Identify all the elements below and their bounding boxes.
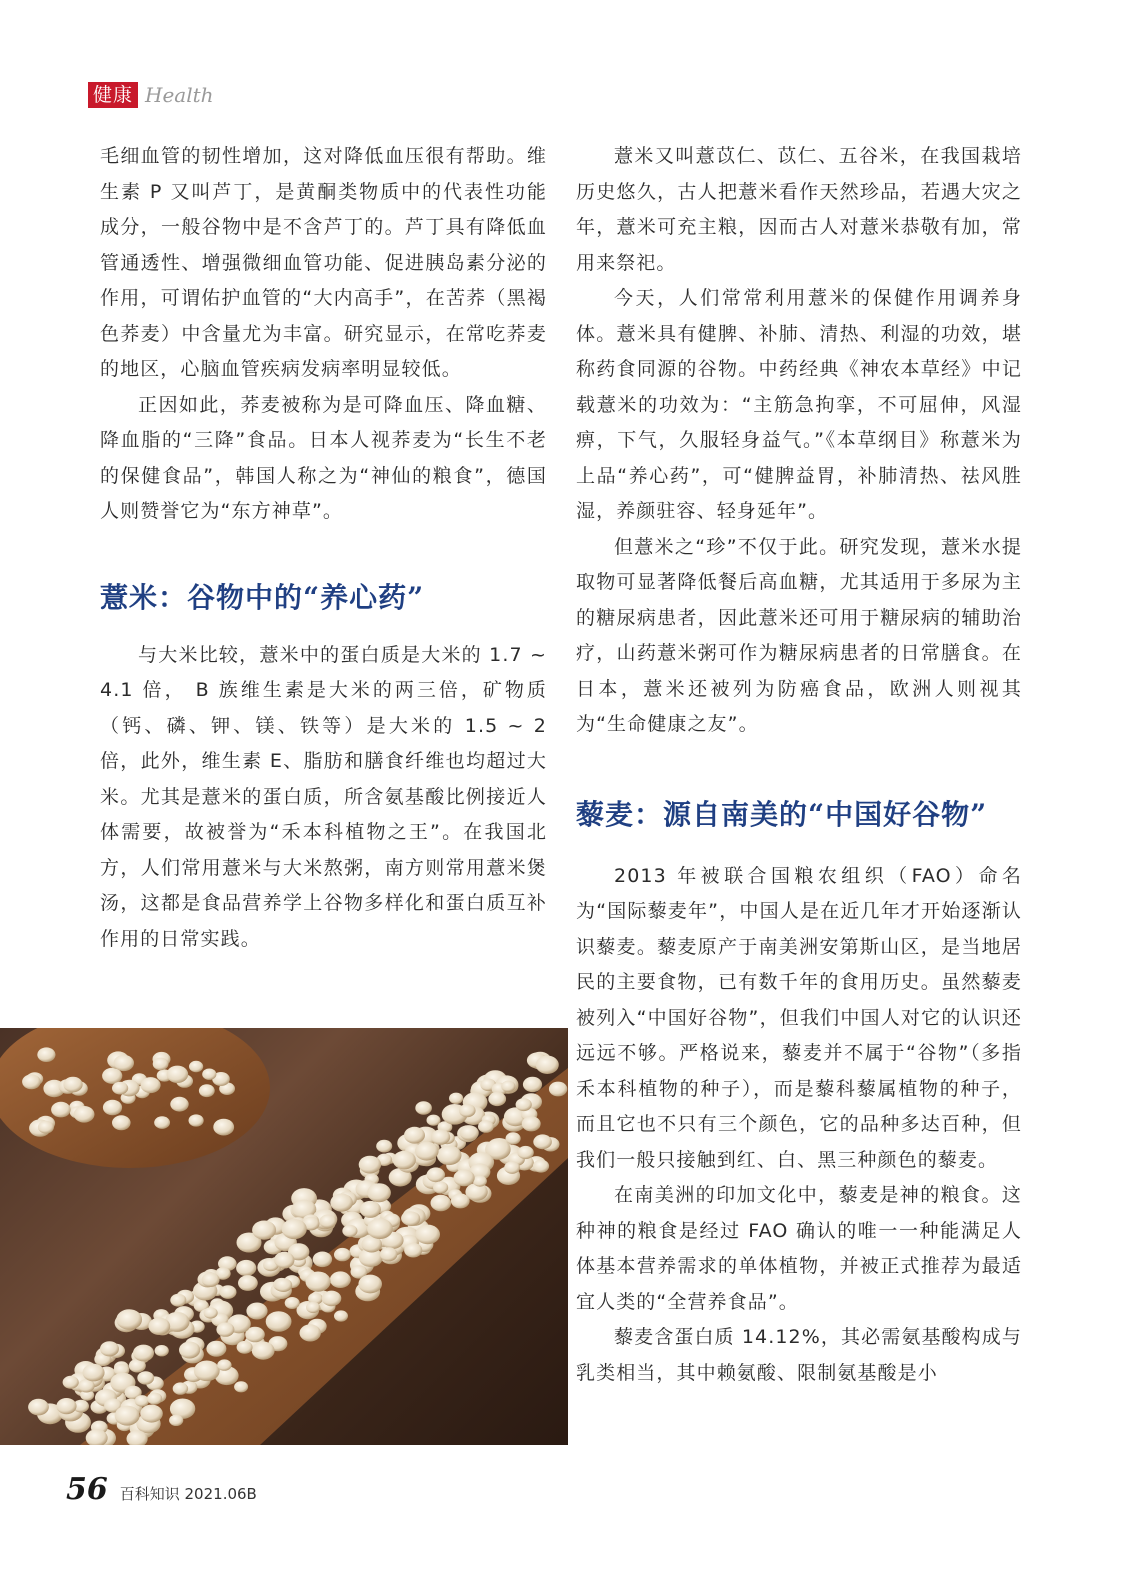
seed	[238, 1275, 258, 1291]
seed	[376, 1140, 392, 1153]
seed	[28, 1399, 49, 1416]
seed	[154, 1116, 170, 1129]
seed	[501, 1081, 515, 1092]
seed	[449, 1093, 463, 1104]
seed	[360, 1201, 381, 1218]
seed	[306, 1272, 331, 1292]
seed	[169, 1415, 183, 1426]
seed	[22, 1074, 41, 1089]
seed	[133, 1345, 154, 1362]
seed	[115, 1406, 140, 1426]
seed	[282, 1219, 307, 1239]
seed	[140, 1405, 163, 1423]
seed	[236, 1260, 256, 1276]
seed	[505, 1132, 520, 1144]
seed	[431, 1129, 450, 1144]
seed	[404, 1127, 425, 1144]
seed	[83, 1364, 105, 1382]
section-heading-yimi: 薏米：谷物中的“养心药”	[100, 580, 425, 614]
seed	[216, 1322, 234, 1336]
seed	[38, 1121, 54, 1134]
seed	[63, 1376, 79, 1389]
seed	[74, 1106, 95, 1123]
section-tag-english: Health	[145, 83, 214, 107]
seed	[427, 1167, 445, 1182]
seed	[56, 1398, 76, 1414]
seed	[367, 1183, 391, 1202]
seed	[234, 1381, 248, 1392]
seed	[415, 1101, 432, 1114]
seed	[114, 1055, 134, 1071]
seed	[517, 1146, 533, 1159]
seed	[153, 1058, 169, 1071]
seed	[199, 1084, 215, 1097]
seed	[220, 1285, 237, 1299]
paragraph: 但薏米之“珍”不仅于此。研究发现，薏米水提取物可显著降低餐后高血糖，尤其适用于多尿为主的糖尿病患者，因此薏米还可用于糖尿病的辅助治疗，山药薏米粥可作为糖尿病患者的日常膳食。在日本，薏米还被列为防癌食品，欧洲人则视其为“生命健康之友”。	[576, 535, 1022, 735]
section-heading-quinoa: 藜麦：源自南美的“中国好谷物”	[576, 797, 988, 831]
seed	[103, 1100, 122, 1115]
left-column	[100, 139, 547, 957]
seed	[431, 1195, 452, 1211]
seed	[112, 1082, 128, 1095]
seed	[275, 1253, 295, 1269]
seed	[549, 1082, 567, 1097]
seed	[393, 1151, 416, 1170]
seed	[266, 1311, 292, 1332]
seed	[334, 1248, 351, 1261]
seed	[488, 1092, 506, 1106]
seed	[380, 1247, 398, 1261]
seed	[533, 1160, 549, 1173]
coix-seed-photo	[0, 1028, 568, 1445]
paragraph: 2013 年被联合国粮农组织（FAO）命名为“国际藜麦年”，中国人是在近几年才开始逐渐认识藜麦。藜麦原产于南美洲安第斯山区，是当地居民的主要食物，已有数千年的食用历史。虽然藜麦被列入“中国好谷物”，但我们中国人对它的认识还远远不够。严格说来，藜麦并不属于“谷物”（多指禾本科植物的种子），而是藜科藜属植物的种子，而且它也不只有三个颜色，它的品种多达百种，但我们一般只接触到红、白、黑三种颜色的藜麦。	[576, 864, 1022, 1171]
seed	[415, 1225, 440, 1245]
seed	[306, 1302, 320, 1313]
seed	[415, 1142, 439, 1161]
seed	[189, 1061, 203, 1072]
seed	[100, 1341, 119, 1356]
seed	[404, 1243, 422, 1258]
coix-seed-illustration	[0, 1028, 568, 1445]
seed	[252, 1221, 276, 1240]
seed	[252, 1342, 275, 1360]
seed	[202, 1273, 220, 1287]
seed	[522, 1116, 541, 1131]
seed	[427, 1115, 441, 1126]
seed	[170, 1097, 188, 1112]
seed	[237, 1341, 253, 1354]
seed	[402, 1211, 420, 1226]
seed	[37, 1047, 55, 1062]
seed	[533, 1134, 552, 1149]
seed	[359, 1156, 381, 1174]
seed	[51, 1102, 71, 1118]
seed	[189, 1114, 204, 1126]
seed	[116, 1309, 142, 1330]
seed	[167, 1066, 189, 1083]
seed	[367, 1218, 393, 1239]
seed	[170, 1294, 186, 1307]
seed	[194, 1361, 220, 1382]
seed	[536, 1056, 559, 1074]
seed	[322, 1291, 342, 1307]
page-number: 56	[66, 1472, 108, 1507]
seed	[137, 1371, 154, 1384]
seed	[433, 1181, 448, 1193]
seed	[246, 1303, 267, 1320]
paragraph: 藜麦含蛋白质 14.12%，其必需氨基酸构成与乳类相当，其中赖氨酸、限制氨基酸是小	[576, 1326, 1022, 1384]
paragraph: 在南美洲的印加文化中，藜麦是神的粮食。这种神的粮食是经过 FAO 确认的唯一一种能满足人体基本营养需求的单体植物，并被正式推荐为最适宜人类的“全营养食品”。	[576, 1184, 1022, 1313]
seed	[285, 1297, 300, 1309]
seed	[148, 1318, 170, 1335]
section-header	[88, 80, 214, 110]
seed	[275, 1278, 292, 1292]
seed	[202, 1069, 216, 1080]
paragraph: 毛细血管的韧性增加，这对降低血压很有帮助。维生素 P 又叫芦丁，是黄酮类物质中的代表性功能成分，一般谷物中是不含芦丁的。芦丁具有降低血管通透性、增强微细血管功能、促进胰岛素分泌的作用，可谓佑护血管的“大内高手”，在苦荞（黑褐色荞麦）中含量尤为丰富。研究显示，在常吃荞麦的地区，心脑血管疾病发病率明显较低。	[100, 145, 547, 380]
seed	[112, 1115, 131, 1130]
seed	[478, 1120, 494, 1133]
seed	[459, 1104, 476, 1117]
seed	[206, 1341, 226, 1357]
seed	[319, 1215, 336, 1229]
seed	[141, 1077, 161, 1093]
seed	[437, 1146, 462, 1166]
seed	[358, 1275, 382, 1294]
seed	[334, 1310, 348, 1321]
seed	[330, 1271, 351, 1288]
magazine-info: 百科知识 2021.06B	[119, 1485, 257, 1503]
seed	[473, 1176, 487, 1187]
seed	[217, 1359, 231, 1370]
seed	[213, 1119, 234, 1136]
paragraph: 与大米比较，薏米中的蛋白质是大米的 1.7 ~ 4.1 倍， B 族维生素是大米的两三倍，矿物质（钙、磷、钾、镁、铁等）是大米的 1.5 ~ 2 倍，此外，维生素 E、脂肪和膳食纤维也均超过大米。尤其是薏米的蛋白质，所含氨基酸比例接近人体需要，故被誉为“禾本科植物之王”。在我国北方，人们常用薏米与大米熬粥，南方则常用薏米煲汤，这都是食品营养学上谷物多样化和蛋白质互补作用的日常实践。	[100, 643, 547, 950]
paragraph: 正因如此，荞麦被称为是可降血压、降血糖、降血脂的“三降”食品。日本人视荞麦为“长生不老的保健食品”，韩国人称之为“神仙的粮食”，德国人则赞誉它为“东方神草”。	[100, 393, 547, 522]
seed	[135, 1395, 149, 1407]
seed	[454, 1170, 475, 1187]
seed	[313, 1252, 332, 1268]
seed	[204, 1307, 218, 1318]
seed	[300, 1324, 321, 1341]
section-tag: 健康	[88, 82, 138, 108]
seed	[460, 1125, 479, 1140]
seed	[63, 1077, 82, 1093]
seed	[179, 1342, 200, 1359]
paragraph: 今天，人们常常利用薏米的保健作用调养身体。薏米具有健脾、补肺、清热、利湿的功效，堪称药食同源的谷物。中药经典《神农本草经》中记载薏米的功效为：“主筋急拘挛，不可屈伸，风湿痹，下气，久服轻身益气。”《本草纲目》称薏米为上品“养心药”，可“健脾益胃，补肺清热、祛风胜湿，养颜驻容、轻身延年”。	[576, 287, 1022, 522]
seed	[342, 1225, 357, 1237]
seed	[330, 1194, 353, 1212]
seed	[516, 1098, 532, 1111]
seed	[523, 1077, 542, 1092]
right-column	[576, 139, 1022, 1391]
seed	[173, 1382, 188, 1394]
seed	[504, 1161, 520, 1174]
paragraph: 薏米又叫薏苡仁、苡仁、五谷米，在我国栽培历史悠久，古人把薏米看作天然珍品，若遇大灾之年，薏米可充主粮，因而古人对薏米恭敬有加，常用来祭祀。	[576, 145, 1022, 274]
seed	[147, 1393, 162, 1405]
seed	[155, 1345, 169, 1356]
page-footer	[66, 1472, 257, 1507]
